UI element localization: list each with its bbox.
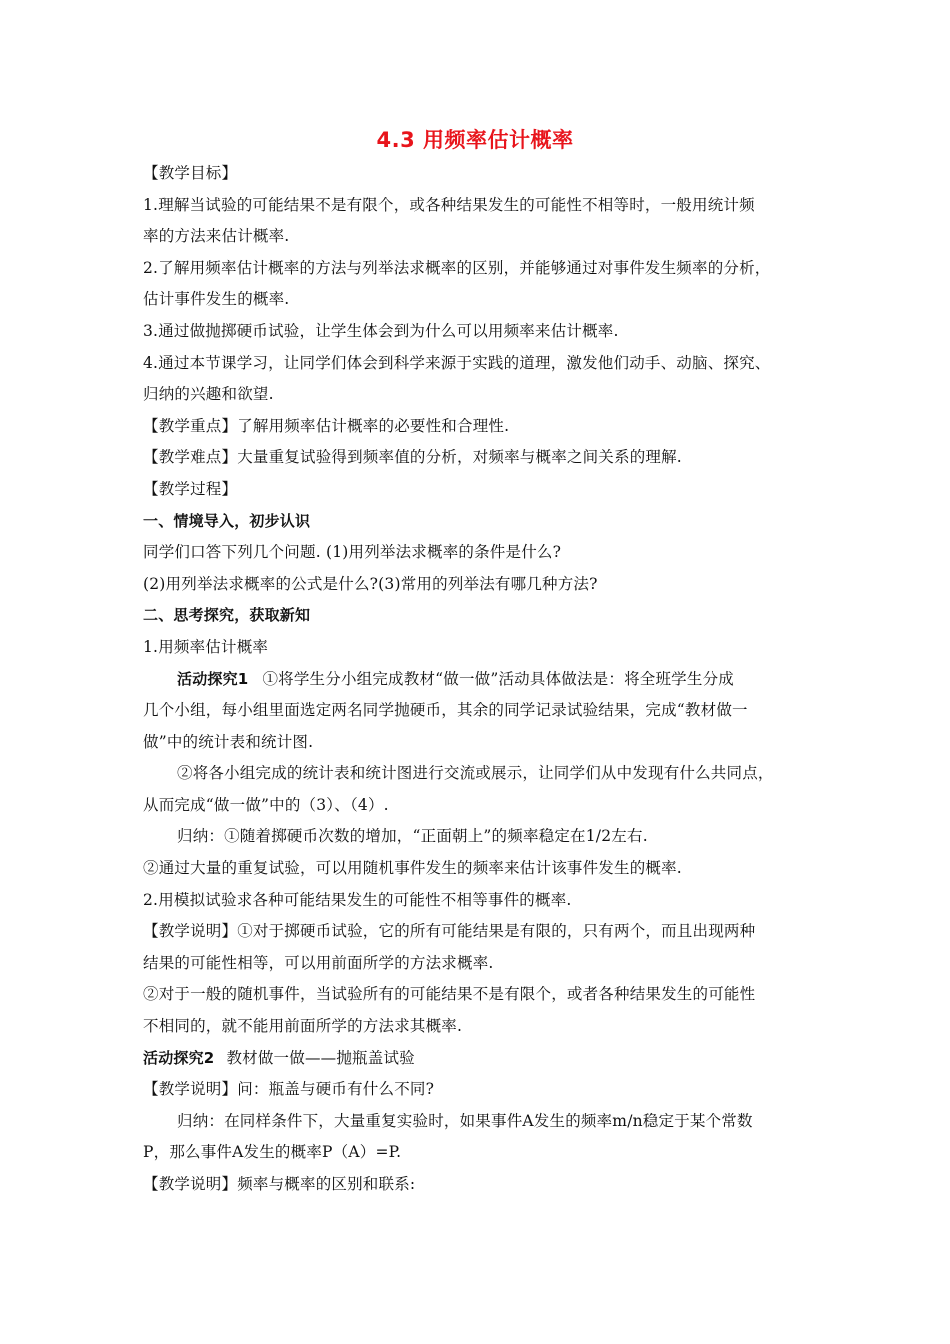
summary-1-line-2: ②通过大量的重复试验，可以用随机事件发生的频率来估计该事件发生的概率. [143,859,682,878]
goal-1-line-2: 率的方法来估计概率. [143,227,290,246]
summary-1-line-1: 归纳：①随着掷硬币次数的增加，“正面朝上”的频率稳定在1/2左右. [177,827,648,846]
activity-1-line-2: 几个小组，每小组里面选定两名同学抛硬币，其余的同学记录试验结果，完成“教材做一 [143,701,748,720]
activity-1-text: ①将学生分小组完成教材“做一做”活动具体做法是：将全班学生分成 [262,669,734,688]
section-2-heading: 二、思考探究，获取新知 [143,606,311,625]
activity-1-line-4: ②将各小组完成的统计表和统计图进行交流或展示，让同学们从中发现有什么共同点， [177,764,774,783]
section-1-line-1: 同学们口答下列几个问题. (1)用列举法求概率的条件是什么? [143,543,562,562]
activity-1-label: 活动探究1 [177,669,249,688]
activity-2-text: 教材做一做——抛瓶盖试验 [226,1048,415,1067]
activity-1-line-3: 做”中的统计表和统计图. [143,732,314,751]
note-1-line-3: ②对于一般的随机事件，当试验所有的可能结果不是有限个，或者各种结果发生的可能性 [143,985,756,1004]
document-title: 4.3 用频率估计概率 [376,128,574,152]
goal-4-line-1: 4.通过本节课学习，让同学们体会到科学来源于实践的道理，激发他们动手、动脑、探究、 [143,353,771,372]
goals-heading: 【教学目标】 [143,164,238,182]
note-2: 【教学说明】问：瓶盖与硬币有什么不同? [143,1080,435,1099]
goal-4-line-2: 归纳的兴趣和欲望. [143,385,274,404]
subsection-1: 1.用频率估计概率 [143,637,269,656]
summary-2-line-2: P，那么事件A发生的概率P（A）=P. [143,1143,402,1162]
goal-2-line-2: 估计事件发生的概率. [143,290,290,309]
activity-2-line [143,1043,811,1075]
goal-2-line-1: 2.了解用频率估计概率的方法与列举法求概率的区别，并能够通过对事件发生频率的分析， [143,258,771,277]
key-point: 【教学重点】了解用频率估计概率的必要性和合理性. [143,416,510,435]
activity-1-line-5: 从而完成“做一做”中的（3）、（4）. [143,795,389,814]
summary-2-line-1: 归纳：在同样条件下，大量重复实验时，如果事件A发生的频率m/n稳定于某个常数 [177,1111,753,1130]
activity-2-label: 活动探究2 [143,1048,215,1067]
activity-1-line-1 [143,664,811,696]
note-1-line-2: 结果的可能性相等，可以用前面所学的方法求概率. [143,953,494,972]
process-heading: 【教学过程】 [143,479,238,498]
difficulty: 【教学难点】大量重复试验得到频率值的分析，对频率与概率之间关系的理解. [143,448,682,467]
goal-1-line-1: 1.理解当试验的可能结果不是有限个，或各种结果发生的可能性不相等时，一般用统计频 [143,195,755,214]
subsection-2: 2.用模拟试验求各种可能结果发生的可能性不相等事件的概率. [143,890,572,909]
goal-3: 3.通过做抛掷硬币试验，让学生体会到为什么可以用频率来估计概率. [143,321,619,340]
note-1-line-4: 不相同的，就不能用前面所学的方法求其概率. [143,1017,463,1036]
section-1-line-2: (2)用列举法求概率的公式是什么?(3)常用的列举法有哪几种方法? [143,574,598,593]
note-3: 【教学说明】频率与概率的区别和联系: [143,1175,416,1193]
note-1-line-1: 【教学说明】①对于掷硬币试验，它的所有可能结果是有限的，只有两个，而且出现两种 [143,922,756,941]
section-1-heading: 一、情境导入，初步认识 [143,511,311,530]
document-body [143,158,811,1201]
